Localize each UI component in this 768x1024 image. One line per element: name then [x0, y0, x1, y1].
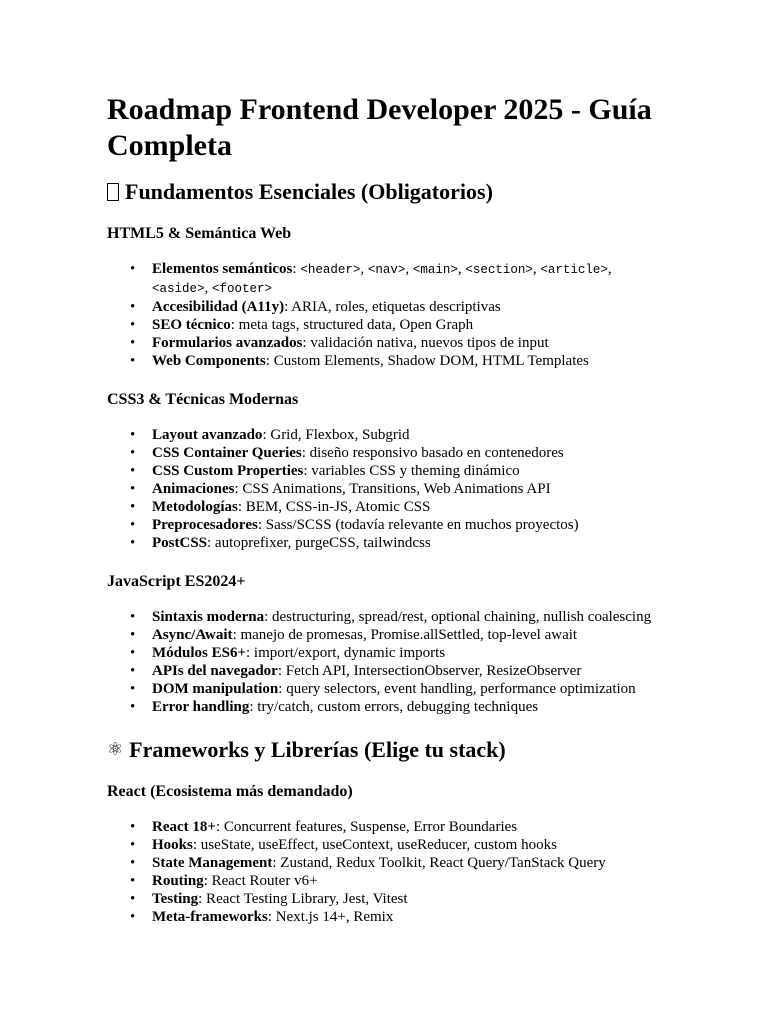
subheading-html5: HTML5 & Semántica Web: [107, 225, 292, 242]
list-item: [152, 352, 667, 370]
list-react: [107, 818, 667, 926]
missing-glyph-icon: [107, 183, 119, 201]
item-term: Módulos ES6+: [152, 645, 246, 661]
item-desc: : autoprefixer, purgeCSS, tailwindcss: [207, 535, 431, 551]
item-desc: : destructuring, spread/rest, optional chaining, nullish coalescing: [264, 609, 652, 625]
item-term: Layout avanzado: [152, 427, 263, 443]
list-item: [152, 444, 667, 462]
code-tag: <footer>: [212, 282, 273, 296]
list-item: [152, 890, 667, 908]
item-term: Routing: [152, 873, 204, 889]
page-title: Roadmap Frontend Developer 2025 - Guía Completa: [107, 93, 652, 162]
item-desc: : import/export, dynamic imports: [246, 645, 446, 661]
item-desc: : query selectors, event handling, performance optimization: [278, 681, 636, 697]
item-term: Accesibilidad (A11y): [152, 299, 285, 315]
item-term: Sintaxis moderna: [152, 609, 265, 625]
list-item: [152, 462, 667, 480]
item-term: Formularios avanzados: [152, 335, 303, 351]
item-desc: : manejo de promesas, Promise.allSettled, top-level await: [232, 627, 578, 643]
item-term: DOM manipulation: [152, 681, 279, 697]
item-desc: : ARIA, roles, etiquetas descriptivas: [284, 299, 501, 315]
code-tag: <nav>: [367, 263, 406, 277]
item-term: Testing: [152, 891, 199, 907]
item-term: PostCSS: [152, 535, 208, 551]
item-desc: : validación nativa, nuevos tipos de input: [302, 335, 549, 351]
item-term: CSS Custom Properties: [152, 463, 304, 479]
item-term: Preprocesadores: [152, 517, 258, 533]
code-tag: <aside>: [152, 282, 205, 296]
item-term: APIs del navegador: [152, 663, 278, 679]
code-tag: <section>: [465, 263, 533, 277]
subheading-js: JavaScript ES2024+: [107, 573, 246, 590]
code-tag: <article>: [540, 263, 608, 277]
list-item: [152, 334, 667, 352]
item-desc: : Grid, Flexbox, Subgrid: [262, 427, 410, 443]
atom-icon: ⚛: [107, 739, 124, 760]
item-desc: : Next.js 14+, Remix: [267, 909, 394, 925]
section-heading-frameworks: [107, 736, 667, 764]
list-item: [152, 534, 667, 552]
item-term: Web Components: [152, 353, 266, 369]
item-desc: : diseño responsivo basado en contenedores: [301, 445, 564, 461]
item-term: SEO técnico: [152, 317, 231, 333]
item-desc: : useState, useEffect, useContext, useReducer, custom hooks: [192, 837, 557, 853]
code-tag: <header>: [300, 263, 361, 277]
list-html5: [107, 260, 667, 370]
list-item: [152, 818, 667, 836]
item-desc: : variables CSS y theming dinámico: [303, 463, 520, 479]
list-item: [152, 608, 667, 626]
list-item: [152, 662, 667, 680]
list-item: [152, 426, 667, 444]
list-item: [152, 872, 667, 890]
list-item: [152, 498, 667, 516]
item-term: Meta-frameworks: [152, 909, 268, 925]
list-item: [152, 316, 667, 334]
subheading-react: React (Ecosistema más demandado): [107, 783, 353, 800]
item-desc: : CSS Animations, Transitions, Web Animations API: [234, 481, 551, 497]
list-item: [152, 680, 667, 698]
item-term: Metodologías: [152, 499, 238, 515]
section-heading-text: Fundamentos Esenciales (Obligatorios): [125, 179, 493, 204]
list-item: [152, 644, 667, 662]
item-desc: : Zustand, Redux Toolkit, React Query/TanStack Query: [272, 855, 606, 871]
item-term: Animaciones: [152, 481, 235, 497]
list-js: [107, 608, 667, 716]
item-term: Elementos semánticos: [152, 261, 293, 277]
list-item: [152, 516, 667, 534]
item-desc: : Fetch API, IntersectionObserver, ResizeObserver: [277, 663, 582, 679]
list-item: [152, 480, 667, 498]
item-term: React 18+: [152, 819, 216, 835]
item-desc: : React Testing Library, Jest, Vitest: [198, 891, 408, 907]
section-heading-fundamentos: [107, 178, 667, 206]
item-desc: : Custom Elements, Shadow DOM, HTML Templates: [265, 353, 589, 369]
list-item: [152, 908, 667, 926]
document-body: [107, 92, 667, 946]
item-sep: :: [292, 261, 301, 277]
code-tag: <main>: [412, 263, 458, 277]
item-desc: : React Router v6+: [203, 873, 318, 889]
list-item: [152, 854, 667, 872]
list-item: • Elementos semánticos: <header>, <nav>, <main>, <section>, <article>, <aside>, <footer>: [152, 260, 667, 298]
item-term: CSS Container Queries: [152, 445, 302, 461]
item-desc: : Sass/SCSS (todavía relevante en muchos proyectos): [257, 517, 579, 533]
list-css3: [107, 426, 667, 552]
list-item: [152, 698, 667, 716]
item-desc: : Concurrent features, Suspense, Error Boundaries: [215, 819, 518, 835]
item-desc: : try/catch, custom errors, debugging techniques: [249, 699, 539, 715]
item-desc: : meta tags, structured data, Open Graph: [230, 317, 474, 333]
list-item: [152, 626, 667, 644]
section-heading-text: Frameworks y Librerías (Elige tu stack): [129, 737, 506, 762]
subheading-css3: CSS3 & Técnicas Modernas: [107, 391, 299, 408]
item-term: Async/Await: [152, 627, 233, 643]
item-term: State Management: [152, 855, 273, 871]
item-desc: : BEM, CSS-in-JS, Atomic CSS: [237, 499, 431, 515]
item-term: Error handling: [152, 699, 250, 715]
item-term: Hooks: [152, 837, 193, 853]
list-item: [152, 298, 667, 316]
list-item: [152, 836, 667, 854]
